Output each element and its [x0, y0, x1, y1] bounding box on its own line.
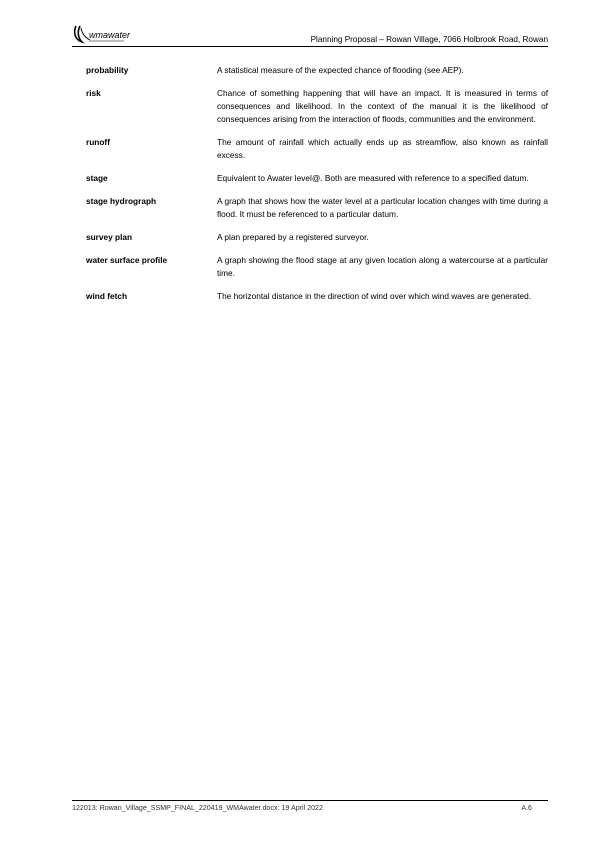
- glossary-entry: [86, 136, 548, 162]
- glossary-term: water surface profile: [86, 255, 168, 265]
- page-number: A.6: [521, 804, 532, 812]
- glossary-list: [86, 64, 548, 313]
- glossary-term: survey plan: [86, 232, 133, 242]
- page-header: [72, 22, 548, 47]
- glossary-entry: [86, 172, 548, 185]
- glossary-definition: The amount of rainfall which actually ends up as streamflow, also known as rainfall excess.: [217, 137, 548, 160]
- glossary-definition: The horizontal distance in the direction of wind over which wind waves are generated.: [217, 291, 532, 301]
- glossary-term: stage: [86, 173, 108, 183]
- wma-water-logo: [72, 22, 132, 46]
- glossary-entry: [86, 231, 548, 244]
- glossary-term: stage hydrograph: [86, 196, 157, 206]
- glossary-entry: [86, 64, 548, 77]
- glossary-entry: [86, 87, 548, 126]
- glossary-definition: A graph that shows how the water level at a particular location changes with time during a flood. It must be referenced to a particular datum.: [217, 196, 548, 219]
- glossary-entry: [86, 254, 548, 280]
- glossary-term: probability: [86, 65, 129, 75]
- glossary-definition: Equivalent to Awater level@. Both are measured with reference to a specified datum.: [217, 173, 529, 183]
- glossary-term: wind fetch: [86, 291, 128, 301]
- glossary-definition: A plan prepared by a registered surveyor.: [217, 232, 369, 242]
- footer-document-info: 122013: Rowan_Village_SSMP_FINAL_220419_WMAwater.docx: 19 April 2022: [72, 804, 323, 812]
- glossary-definition: A statistical measure of the expected chance of flooding (see AEP).: [217, 65, 464, 75]
- glossary-definition: Chance of something happening that will have an impact. It is measured in terms of consequences and likelihood. In the context of the manual it is the likelihood of consequences arising from the interaction of floods, communities and the environment.: [217, 88, 548, 124]
- glossary-entry: [86, 290, 548, 303]
- glossary-term: runoff: [86, 137, 110, 147]
- glossary-term: risk: [86, 88, 101, 98]
- glossary-entry: [86, 195, 548, 221]
- logo-text: wmawater: [89, 30, 131, 40]
- page-footer: [72, 800, 548, 812]
- document-title: Planning Proposal – Rowan Village, 7066 Holbrook Road, Rowan: [310, 35, 548, 44]
- glossary-definition: A graph showing the flood stage at any given location along a watercourse at a particular time.: [217, 255, 548, 278]
